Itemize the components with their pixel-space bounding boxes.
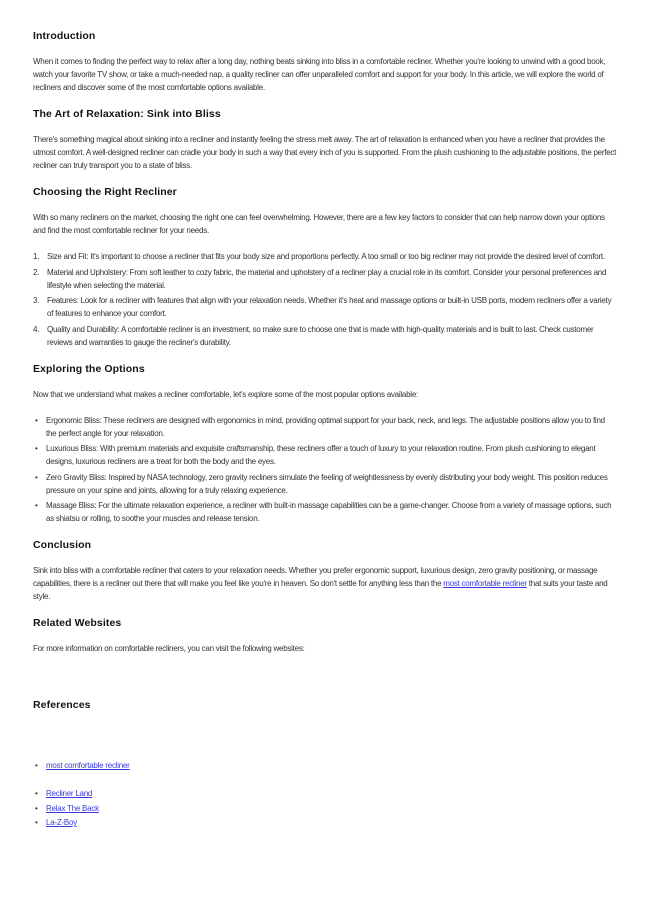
heading-conclusion: Conclusion [33,539,92,551]
list-item-text: Ergonomic Bliss: These recliners are designed with ergonomics in mind, providing optimal support for your back, neck, and legs. The adjustable positions allow you to find the perfect angle for your relaxation. [46,415,605,438]
list-item-text: Size and Fit: It's important to choose a recliner that fits your body size and proportions perfectly. A too small or too big recliner may not provide the desired level of comfort. [47,252,605,261]
heading-exploring-options: Exploring the Options [33,362,145,375]
list-marker: 3. [33,296,40,305]
paragraph-conclusion [33,564,617,603]
reference-item [33,802,617,815]
paragraph-introduction: When it comes to finding the perfect way to relax after a long day, nothing beats sinking into bliss in a comfortable recliner. Whether you're looking to unwind with a good book, watch your favorite TV show, or take a much-needed nap, a quality recliner can offer unparalleled comfort and support for your body. In this article, we will explore the world of recliners and discover some of the most comfortable options available. [33,57,606,92]
paragraph-choosing-right-recliner: With so many recliners on the market, choosing the right one can feel overwhelming. However, there are a few key factors to consider that can help narrow down your options and find the most comfortable recliner for your needs. [33,213,605,235]
bullet-marker: • [35,789,38,798]
list-item-text: Zero Gravity Bliss: Inspired by NASA technology, zero gravity recliners simulate the feeling of weightlessness by evenly distributing your body weight. This position reduces pressure on your spine and joints, allowing for a truly relaxing experience. [46,472,608,495]
list-marker: 2. [33,267,40,277]
reference-item [33,787,617,800]
list-item [33,442,617,468]
choosing-factors-list [33,250,617,349]
heading-art-of-relaxation: The Art of Relaxation: Sink into Bliss [33,108,221,120]
list-item [33,414,617,440]
list-item [33,471,617,497]
list-item-text: Material and Upholstery: From soft leather to cozy fabric, the material and upholstery of a recliner play a crucial role in its comfort. Consider your personal preferences and lifestyle when selecting the material. [47,267,607,290]
bullet-marker: • [35,415,38,425]
heading-references: References [33,699,91,711]
list-item [33,250,617,263]
bullet-marker: • [35,818,38,827]
reference-link-la-z-boy[interactable]: La-Z-Boy [46,818,77,827]
bullet-marker: • [35,472,38,482]
reference-item [33,759,617,772]
heading-related-websites: Related Websites [33,617,122,629]
paragraph-exploring-options: Now that we understand what makes a recliner comfortable, let's explore some of the most popular options available: [33,389,418,399]
list-item [33,323,617,349]
list-item [33,294,617,320]
options-bullet-list [33,414,617,526]
list-marker: 1. [33,252,40,261]
bullet-marker: • [35,444,38,453]
list-item-text: Massage Bliss: For the ultimate relaxation experience, a recliner with built-in massage capabilities can be a game-changer. Choose from a variety of massage options, such as shiatsu or rolling, to soothe your muscles and release tension. [46,501,612,523]
list-item [33,499,617,525]
conclusion-text-after-link: that suits your taste and style. [33,579,608,601]
list-marker: 4. [33,324,40,334]
list-item [33,266,617,292]
most-comfortable-recliner-inline-link[interactable]: most comfortable recliner [443,579,527,588]
heading-choosing-right-recliner: Choosing the Right Recliner [33,186,177,198]
paragraph-art-of-relaxation: There's something magical about sinking into a recliner and instantly feeling the stress melt away. The art of relaxation is enhanced when you have a recliner that provides the utmost comfort. A well-designed recliner can cradle your body in such a way that every inch of you is supported. From the plush cushioning to the adjustable positions, the perfect recliner can truly transport you to a state of bliss. [33,135,617,170]
bullet-marker: • [35,803,38,813]
reference-item [33,816,617,829]
list-item-text: Features: Look for a recliner with features that align with your relaxation needs. Whether it's heat and massage options or built-in USB ports, modern recliners offer a variety of features to enhance your comfort. [47,296,612,318]
list-item-text: Quality and Durability: A comfortable recliner is an investment, so make sure to choose one that is made with high-quality materials and is built to last. Check customer reviews and warranties to gauge the recliner's durability. [47,324,594,347]
list-item-text: Luxurious Bliss: With premium materials and exquisite craftsmanship, these recliners offer a touch of luxury to your relaxation routine. From plush cushioning to elegant designs, luxurious recliners are a treat for both the body and the eyes. [46,444,596,466]
reference-link-recliner-land[interactable]: Recliner Land [46,789,93,798]
reference-link-most-comfortable-recliner[interactable]: most comfortable recliner [46,761,130,770]
heading-introduction: Introduction [33,30,96,42]
reference-link-relax-the-back[interactable]: Relax The Back [46,803,99,813]
paragraph-related-websites: For more information on comfortable recliners, you can visit the following websites: [33,644,305,653]
conclusion-text-before-link: Sink into bliss with a comfortable recliner that caters to your relaxation needs. Whether you prefer ergonomic support, luxurious design, zero gravity positioning, or massage capabilities, there is a recliner out there that will make you feel like you're in heaven. So don't settle for anything less than the [33,566,598,588]
references-list [33,759,617,829]
bullet-marker: • [35,761,38,770]
bullet-marker: • [35,501,38,510]
